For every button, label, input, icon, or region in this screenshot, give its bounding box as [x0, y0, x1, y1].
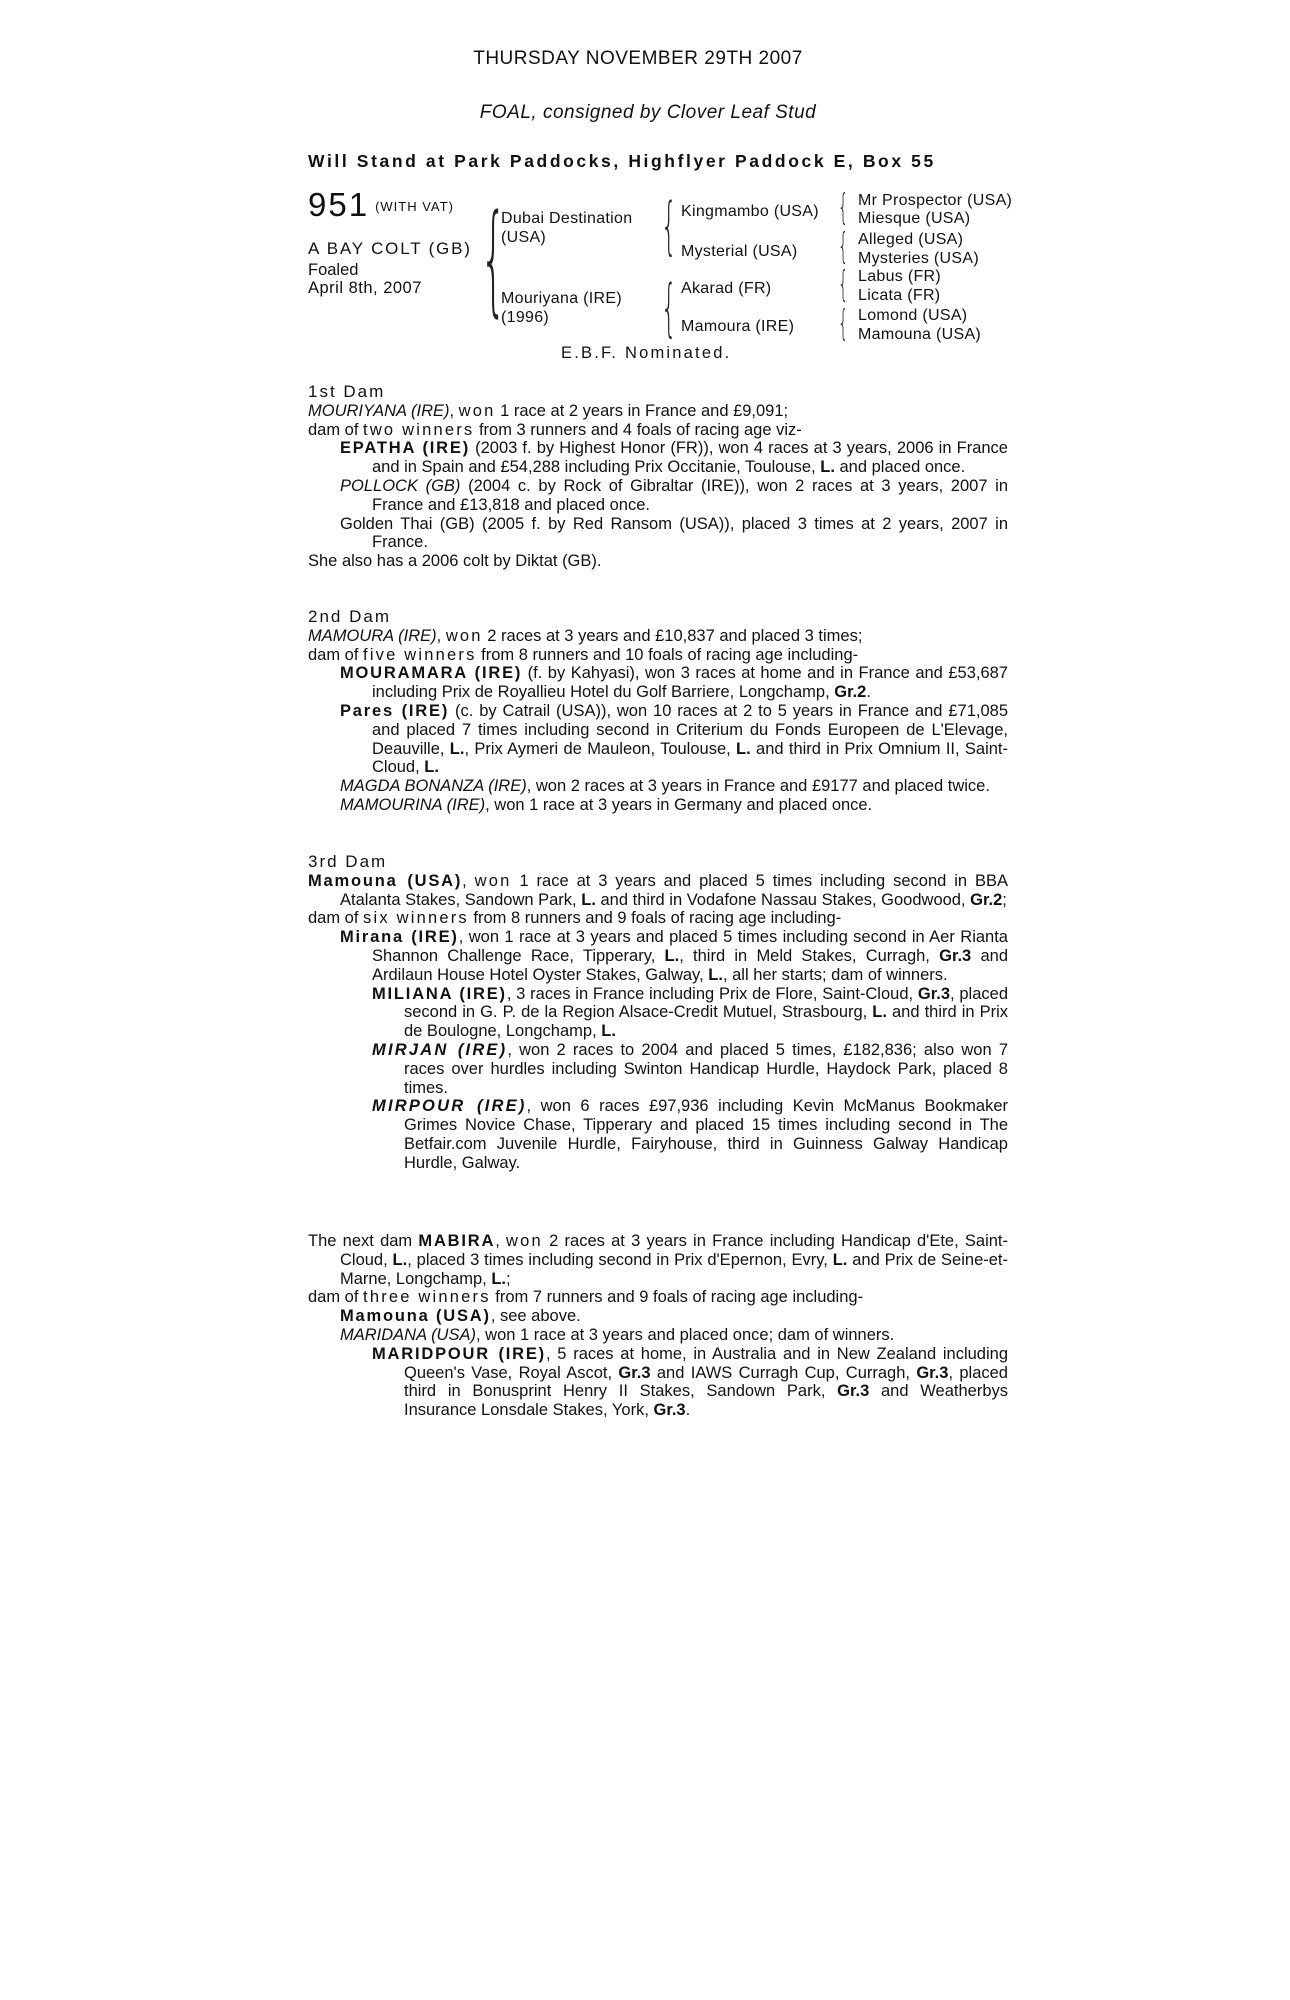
pedigree-brace-g3: {: [838, 264, 849, 305]
won-word: won: [458, 401, 496, 420]
dam-of-line: dam of five winners from 8 runners and 10 foals of racing age including-: [308, 645, 859, 664]
progeny-name: Mamouna (USA): [340, 1307, 491, 1326]
gg-sire-sire: Mr Prospector (USA): [858, 192, 1013, 209]
third-dam-section: [308, 853, 1008, 1173]
progeny-entry: MARIDANA (USA), won 1 race at 3 years and placed once; dam of winners.: [340, 1325, 895, 1344]
foaled-date: April 8th, 2007: [308, 279, 422, 297]
progeny-name: MILIANA (IRE): [372, 984, 507, 1003]
gg-dam3-sire: Lomond (USA): [858, 307, 968, 324]
winners-count: two winners: [363, 420, 475, 439]
progeny-name: MARIDANA (USA): [340, 1325, 476, 1344]
progeny-name: MARIDPOUR (IRE): [372, 1344, 546, 1363]
progeny-entry: POLLOCK (GB) (2004 c. by Rock of Gibraltar (IRE)), won 2 races at 3 years, 2007 in France and £13,818 and placed once.: [340, 476, 1008, 514]
winners-count: five winners: [363, 645, 477, 664]
dam-name: MAMOURA (IRE): [308, 626, 437, 645]
progeny-entry: Mamouna (USA), see above.: [340, 1307, 581, 1326]
dam-sire: Akarad (FR): [681, 280, 772, 297]
progeny-entry: MAGDA BONANZA (IRE), won 2 races at 3 years in France and £9177 and placed twice.: [340, 777, 990, 796]
winners-count: six winners: [363, 909, 469, 928]
dam-record: Mamouna (USA), won 1 race at 3 years and placed 5 times including second in BBA Atalanta Stakes, Sandown Park, L. and third in Vodafone Nassau Stakes, Goodwood, Gr.2;: [308, 871, 1008, 909]
dam-name: MOURIYANA (IRE): [308, 401, 450, 420]
progeny-name: MAGDA BONANZA (IRE): [340, 777, 527, 796]
first-dam-section: [308, 383, 1008, 571]
gg-dam3-dam: Mamouna (USA): [858, 326, 982, 343]
dam-name: Mouriyana (IRE): [501, 290, 622, 307]
pedigree-brace-g4: {: [838, 303, 849, 344]
lot-number-block: [308, 186, 454, 223]
grand-progeny-entry: MIRJAN (IRE), won 2 races to 2004 and placed 5 times, £182,836; also won 7 races over hurdles including Swinton Handicap Hurdle, Haydock Park, placed 8 times.: [372, 1040, 1009, 1097]
dam-dam: Mamoura (IRE): [681, 318, 795, 335]
section-heading: 1st Dam: [308, 382, 386, 401]
next-dam-section: [308, 1232, 1008, 1420]
consignment-line: FOAL, consigned by Clover Leaf Stud: [479, 102, 817, 123]
sire-country: (USA): [501, 229, 547, 246]
gg-dam-sire: Alleged (USA): [858, 231, 964, 248]
progeny-name: MIRJAN (IRE): [372, 1040, 508, 1059]
sale-date: THURSDAY NOVEMBER 29TH 2007: [473, 48, 803, 69]
progeny-entry: Mirana (IRE), won 1 race at 3 years and placed 5 times including second in Aer Rianta Shannon Challenge Race, Tipperary, L., third in Meld Stakes, Curragh, Gr.3 and Ardilaun House Hotel Oyster Stakes, Galway, L., all her starts; dam of winners.: [340, 928, 1008, 984]
dam-record: MOURIYANA (IRE), won 1 race at 2 years in France and £9,091;: [308, 401, 789, 420]
second-dam-section: [308, 608, 1008, 815]
pedigree-brace-dam: {: [661, 271, 677, 344]
progeny-name: EPATHA (IRE): [340, 439, 470, 458]
progeny-entry: MAMOURINA (IRE), won 1 race at 3 years in Germany and placed once.: [340, 795, 873, 814]
dam-of-line: dam of two winners from 3 runners and 4 foals of racing age viz-: [308, 420, 802, 439]
progeny-entry: Pares (IRE) (c. by Catrail (USA)), won 10 races at 2 to 5 years in France and £71,085 and placed 7 times including second in Criterium du Fonds Europeen de L'Elevage, Deauville, L., Prix Aymeri de Mauleon, Toulouse, L. and third in Prix Omnium II, Saint-Cloud, L.: [340, 701, 1008, 777]
dam-record: MAMOURA (IRE), won 2 races at 3 years and £10,837 and placed 3 times;: [308, 626, 863, 645]
progeny-entry: EPATHA (IRE) (2003 f. by Highest Honor (FR)), won 4 races at 3 years, 2006 in France and in Spain and £54,288 including Prix Occitanie, Toulouse, L. and placed once.: [340, 439, 1008, 477]
pedigree-brace-main: {: [480, 190, 507, 329]
progeny-name: MAMOURINA (IRE): [340, 795, 486, 814]
dam-of-line: dam of three winners from 7 runners and 9 foals of racing age including-: [308, 1288, 864, 1307]
progeny-name: Pares (IRE): [340, 701, 450, 720]
dam-name: Mamouna (USA): [308, 871, 463, 890]
sire-name: Dubai Destination: [501, 210, 633, 227]
section-heading: 3rd Dam: [308, 852, 388, 871]
gg-sire-dam: Miesque (USA): [858, 210, 971, 227]
progeny-entry: MOURAMARA (IRE) (f. by Kahyasi), won 3 races at home and in France and £53,687 including Prix de Royallieu Hotel du Golf Barriere, Longchamp, Gr.2.: [340, 664, 1008, 702]
ebf-nomination: E.B.F. Nominated.: [561, 344, 732, 362]
stand-location: Will Stand at Park Paddocks, Highflyer Paddock E, Box 55: [308, 151, 936, 171]
foaled-label: Foaled: [308, 261, 359, 279]
progeny-name: Mirana (IRE): [340, 928, 459, 947]
pedigree-brace-sire: {: [661, 189, 677, 262]
gg-dam-dam: Mysteries (USA): [858, 250, 979, 267]
progeny-name: POLLOCK (GB): [340, 476, 461, 495]
gg-dam2-sire: Labus (FR): [858, 268, 942, 285]
grand-progeny-entry: MILIANA (IRE), 3 races in France including Prix de Flore, Saint-Cloud, Gr.3, placed second in G. P. de la Region Alsace-Credit Mutuel, Strasbourg, L. and third in Prix de Boulogne, Longchamp, L.: [372, 984, 1008, 1041]
also-note: She also has a 2006 colt by Diktat (GB).: [308, 552, 602, 571]
progeny-name: MIRPOUR (IRE): [372, 1097, 527, 1116]
progeny-name: MOURAMARA (IRE): [340, 664, 523, 683]
winners-count: three winners: [363, 1288, 491, 1307]
progeny-entry: Golden Thai (GB) (2005 f. by Red Ransom (USA)), placed 3 times at 2 years, 2007 in France.: [340, 514, 1008, 552]
pedigree-brace-g1: {: [838, 187, 849, 228]
dam-record: The next dam MABIRA, won 2 races at 3 years in France including Handicap d'Ete, Saint-Cloud, L., placed 3 times including second in Prix d'Epernon, Evry, L. and Prix de Seine-et-Marne, Longchamp, L.;: [308, 1232, 1008, 1288]
gg-dam2-dam: Licata (FR): [858, 287, 941, 304]
dam-name: MABIRA: [418, 1232, 496, 1250]
record-text: 1 race at 2 years in France and £9,091;: [495, 401, 789, 420]
dam-year: (1996): [501, 309, 550, 326]
dam-of-line: dam of six winners from 8 runners and 9 foals of racing age including-: [308, 909, 842, 928]
lot-title: A BAY COLT (GB): [308, 239, 472, 258]
sire-sire: Kingmambo (USA): [681, 203, 819, 220]
section-heading: 2nd Dam: [308, 607, 391, 626]
pedigree-brace-g2: {: [838, 226, 849, 267]
vat-label: (WITH VAT): [375, 199, 454, 214]
grand-progeny-entry: MARIDPOUR (IRE), 5 races at home, in Australia and in New Zealand including Queen's Vase, Royal Ascot, Gr.3 and IAWS Curragh Cup, Curragh, Gr.3, placed third in Bonusprint Henry II Stakes, Sandown Park, Gr.3 and Weatherbys Insurance Lonsdale Stakes, York, Gr.3.: [372, 1344, 1009, 1420]
sire-dam: Mysterial (USA): [681, 243, 798, 260]
lot-number: 951: [308, 186, 370, 223]
grand-progeny-entry: MIRPOUR (IRE), won 6 races £97,936 including Kevin McManus Bookmaker Grimes Novice Chase, Tipperary and placed 15 times including second in The Betfair.com Juvenile Hurdle, Fairyhouse, third in Guinness Galway Handicap Hurdle, Galway.: [372, 1097, 1008, 1172]
